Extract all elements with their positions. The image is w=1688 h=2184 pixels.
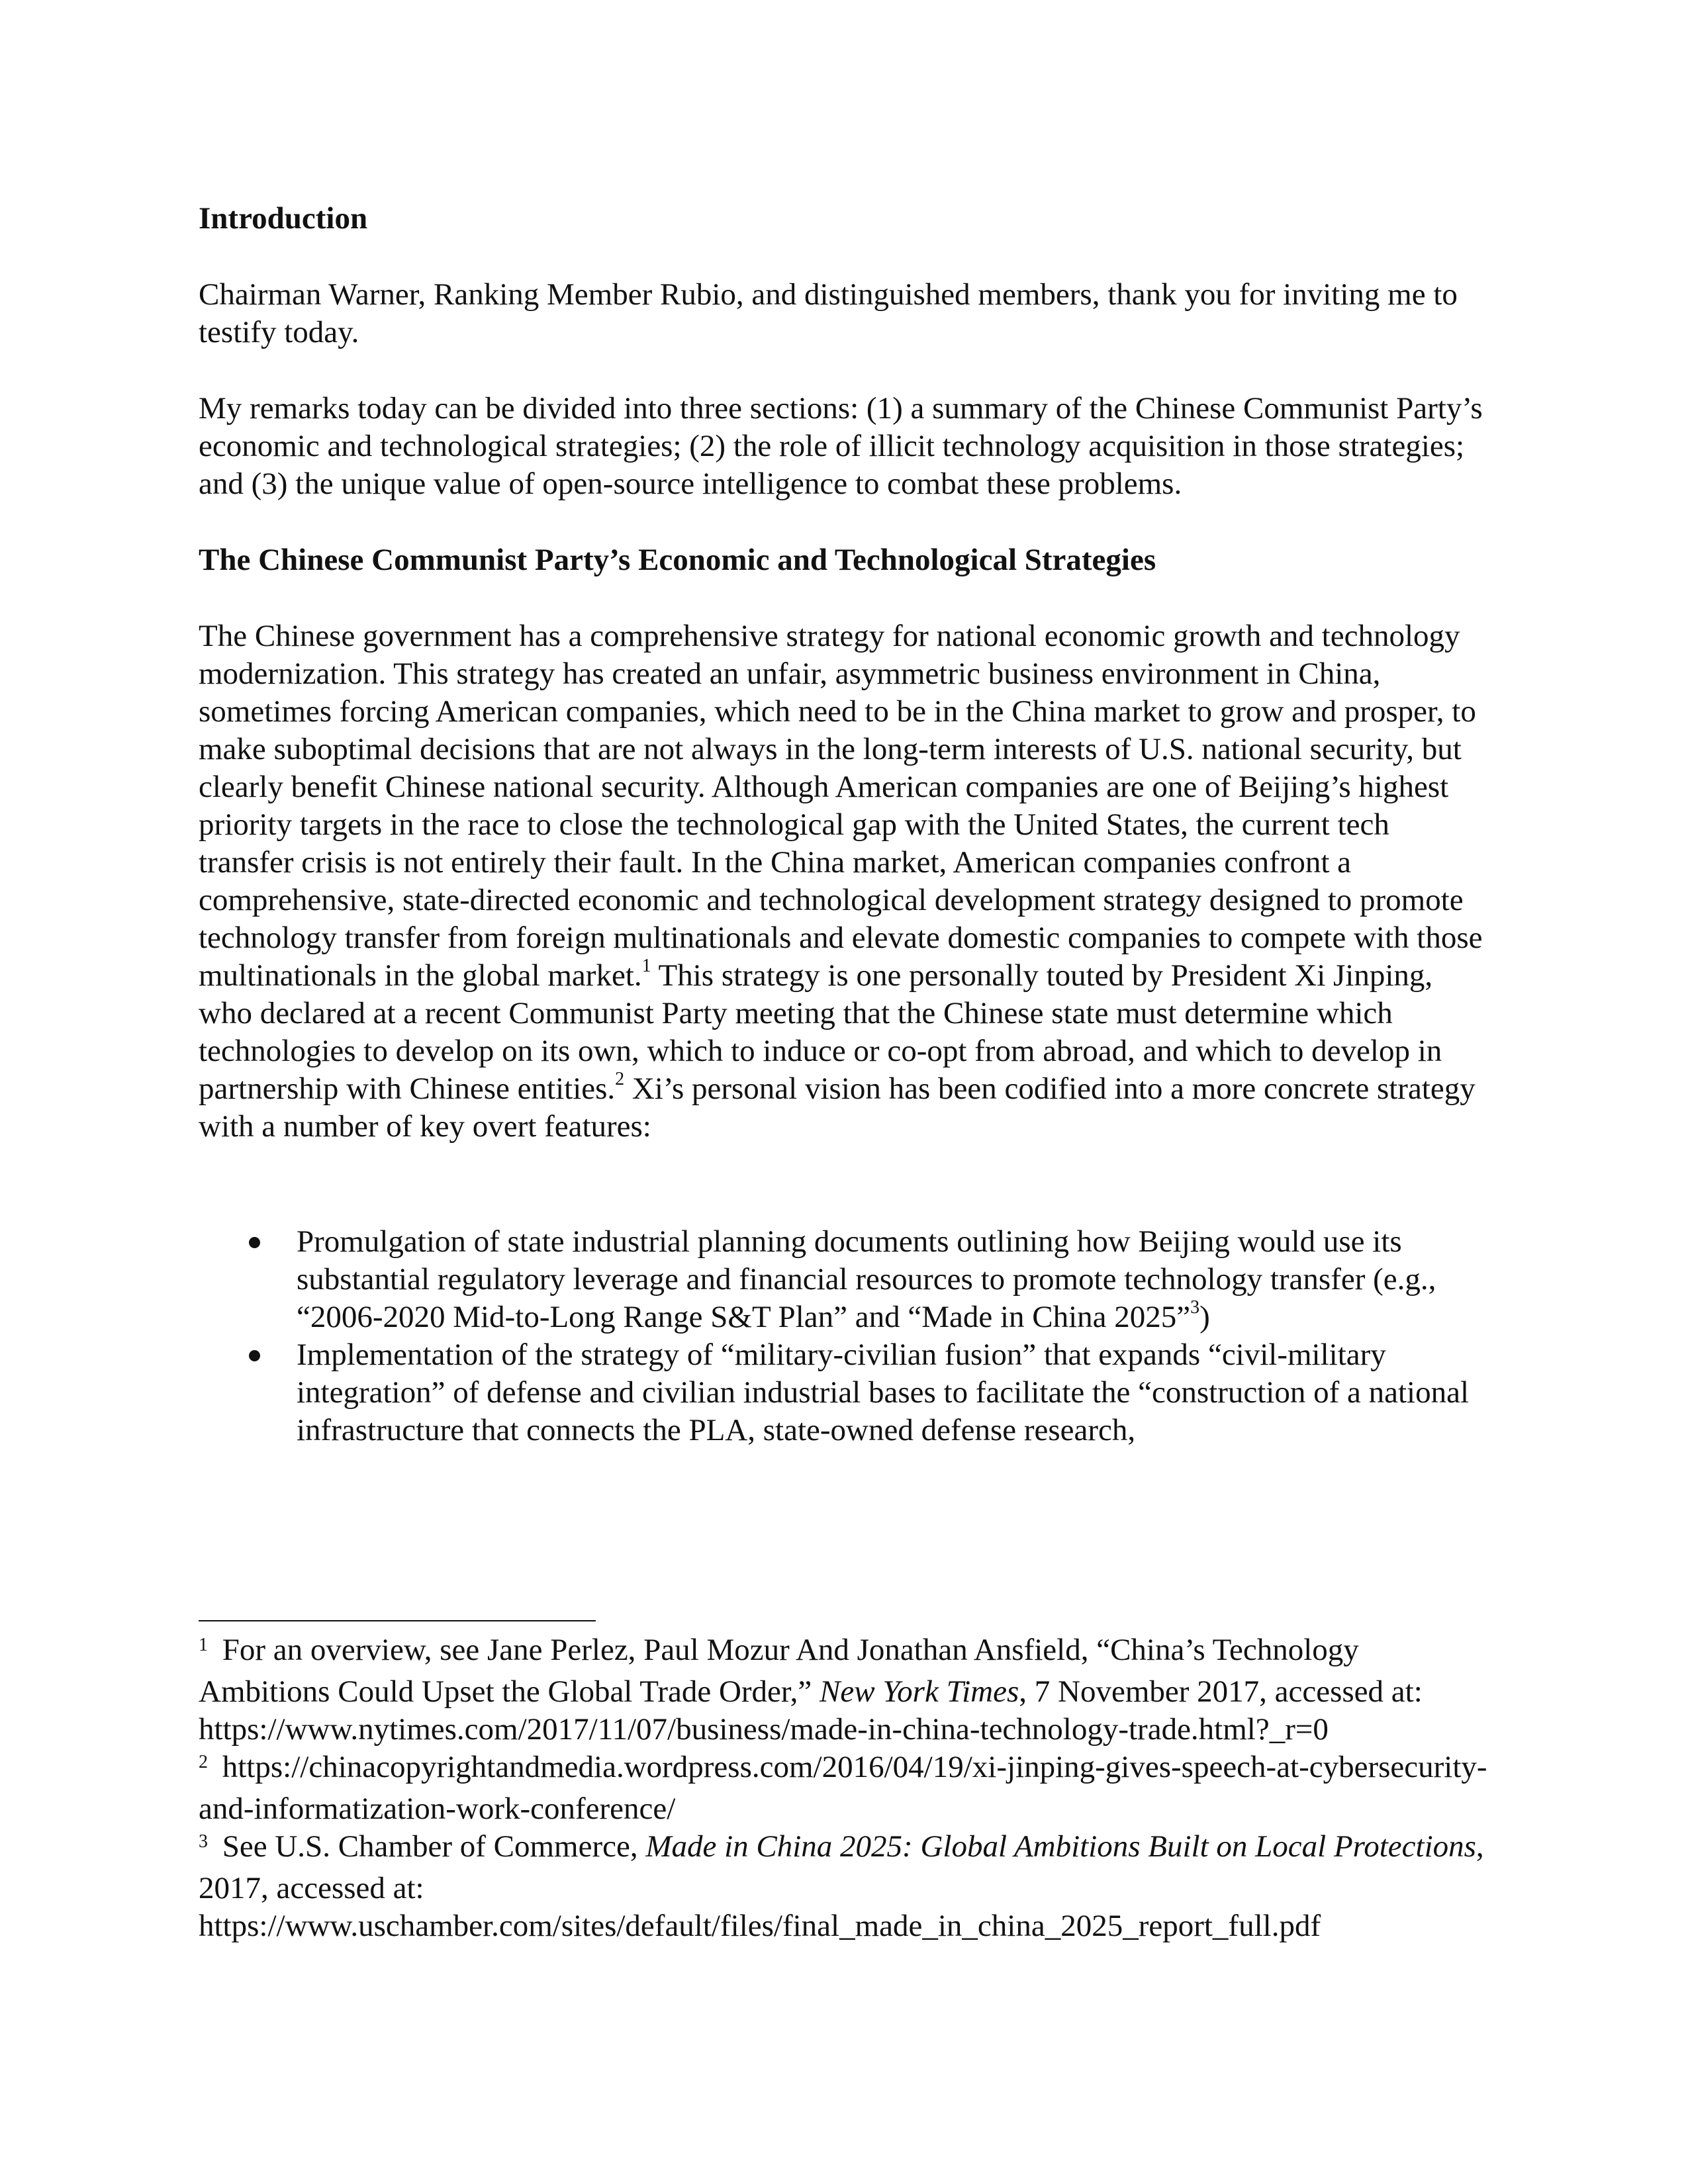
introduction-heading: Introduction [199, 201, 368, 236]
bullet-2-text: Implementation of the strategy of “military-civilian fusion” that expands “civil-military integration” of defense and civilian industrial bases to facilitate the “construction of a national infrastructure that connects the PLA, state-owned defense research, [297, 1338, 1470, 1447]
footnote-3-text-a: See U.S. Chamber of Commerce, [214, 1829, 646, 1864]
bullet-dot-icon [249, 1237, 260, 1248]
footnote-1-text-b: , 7 November 2017, accessed at: [1019, 1674, 1423, 1709]
main-paragraph-text-3: Xi’s personal vision has been codified into a more concrete strategy with a number of key overt features: [199, 1071, 1476, 1144]
footnote-1-url[interactable]: https://www.nytimes.com/2017/11/07/business/made-in-china-technology-trade.html?_r=0 [199, 1712, 1329, 1747]
footnote-3 [199, 1828, 1489, 1907]
footnote-ref-1[interactable]: 1 [641, 956, 651, 977]
strategies-heading: The Chinese Communist Party’s Economic and Technological Strategies [199, 543, 1156, 577]
main-paragraph-text-2: This strategy is one personally touted by President Xi Jinping, who declared at a recent Communist Party meeting that the Chinese state must determine which technologies to develop on its own, which to induce or co-opt from abroad, and which to develop in partnership with Chinese entities. [199, 958, 1442, 1106]
intro-paragraph-2: My remarks today can be divided into three sections: (1) a summary of the Chinese Communist Party’s economic and technological strategies; (2) the role of illicit technology acquisition in those strategies; and (3) the unique value of open-source intelligence to combat these problems. [199, 391, 1483, 501]
footnote-3-number: 3 [199, 1831, 208, 1852]
footnote-separator [199, 1620, 596, 1621]
document-page [199, 0, 1489, 2184]
footnote-2-number: 2 [199, 1752, 208, 1772]
bullet-dot-icon [249, 1350, 260, 1361]
footnote-1-number: 1 [199, 1635, 208, 1655]
footnote-3-text-b: , 2017, accessed at: [199, 1829, 1484, 1905]
list-item [199, 1223, 1489, 1336]
footnote-ref-3[interactable]: 3 [1190, 1297, 1200, 1318]
footnotes [199, 1631, 1489, 1945]
key-features-list [199, 1223, 1489, 1449]
intro-paragraph-1: Chairman Warner, Ranking Member Rubio, and distinguished members, thank you for inviting me to testify today. [199, 277, 1458, 349]
bullet-1-text: Promulgation of state industrial planning documents outlining how Beijing would use its substantial regulatory leverage and financial resources to promote technology transfer (e.g., “2006-2020 Mid-to-Long Range S&T Plan” and “Made in China 2025” [297, 1224, 1436, 1334]
bullet-1-tail: ) [1199, 1300, 1210, 1334]
list-item [199, 1336, 1489, 1449]
footnote-3-url[interactable]: https://www.uschamber.com/sites/default/files/final_made_in_china_2025_report_full.pdf [199, 1909, 1321, 1943]
footnote-2-url[interactable]: https://chinacopyrightandmedia.wordpress.com/2016/04/19/xi-jinping-gives-speech-at-cybersecurity-and-informatization-work-conference/ [199, 1750, 1487, 1826]
footnote-1 [199, 1631, 1489, 1711]
footnote-1-publication: New York Times [820, 1674, 1019, 1709]
footnote-ref-2[interactable]: 2 [615, 1069, 625, 1090]
strategies-main-paragraph [199, 617, 1489, 1146]
main-paragraph-text-1: The Chinese government has a comprehensive strategy for national economic growth and technology modernization. This strategy has created an unfair, asymmetric business environment in China, sometimes forcing American companies, which need to be in the China market to grow and prosper, to make suboptimal decisions that are not always in the long-term interests of U.S. national security, but clearly benefit Chinese national security. Although American companies are one of Beijing’s highest priority targets in the race to close the technological gap with the United States, the current tech transfer crisis is not entirely their fault. In the China market, American companies confront a comprehensive, state-directed economic and technological development strategy designed to promote technology transfer from foreign multinationals and elevate domestic companies to compete with those multinationals in the global market. [199, 619, 1483, 993]
footnote-2 [199, 1749, 1489, 1828]
footnote-3-report-title: Made in China 2025: Global Ambitions Built on Local Protections [645, 1829, 1476, 1864]
footnote-1-text-a: For an overview, see Jane Perlez, Paul Mozur And Jonathan Ansfield, “China’s Technology Ambitions Could Upset the Global Trade Order,” [199, 1633, 1359, 1709]
